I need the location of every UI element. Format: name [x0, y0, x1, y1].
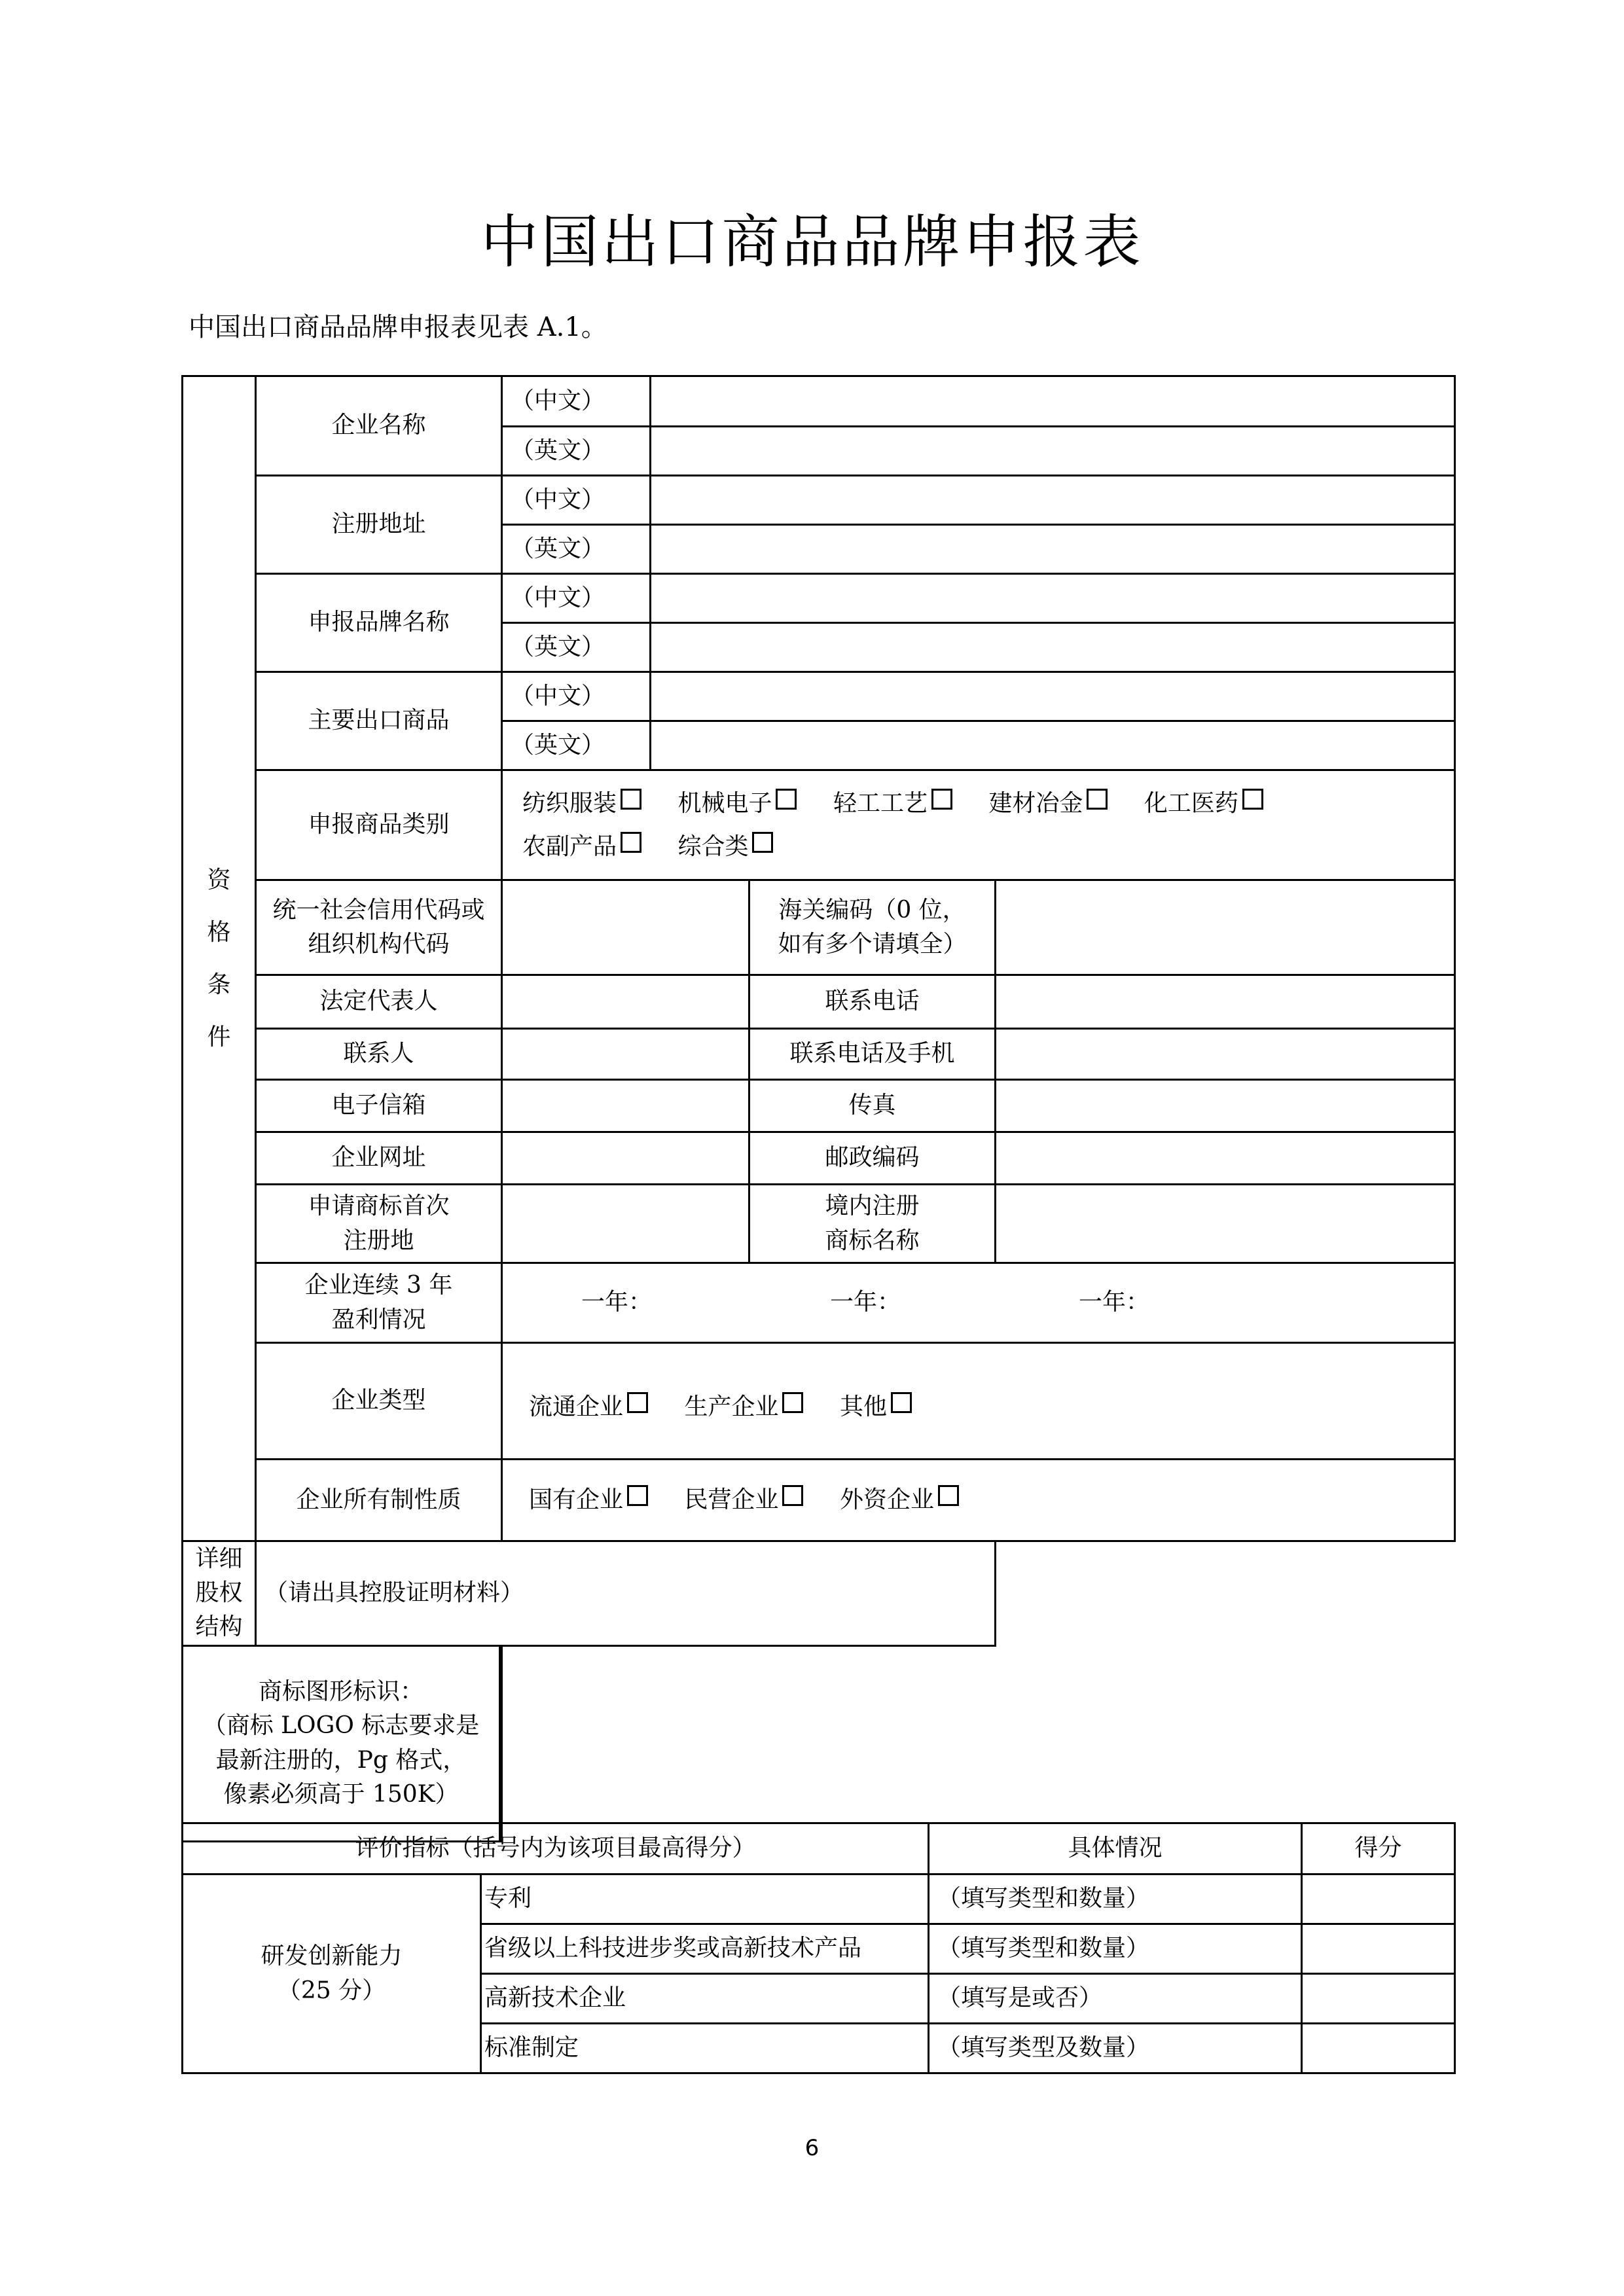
main-export-product-zh-field[interactable] [651, 672, 1455, 721]
registered-address-zh-field[interactable] [651, 476, 1455, 525]
enterprise-type-option: 生产企业 [684, 1390, 803, 1424]
legal-rep-label: 法定代表人 [256, 975, 502, 1029]
checkbox[interactable] [752, 832, 773, 853]
contact-phone-label: 联系电话及手机 [749, 1029, 996, 1080]
eval-score-field[interactable] [1302, 1974, 1455, 2024]
page-number: 6 [804, 2135, 820, 2161]
checkbox[interactable] [1242, 789, 1263, 810]
eval-score-field[interactable] [1302, 1874, 1455, 1924]
checkbox[interactable] [621, 832, 641, 853]
ownership-options [502, 1460, 1455, 1541]
eval-item: 标准制定 [481, 2024, 929, 2073]
company-name-zh-label: （中文） [502, 376, 651, 427]
enterprise-type-option: 其他 [840, 1390, 912, 1424]
website-field[interactable] [502, 1132, 749, 1185]
postcode-label: 邮政编码 [749, 1132, 996, 1185]
eval-detail[interactable]: （填写类型及数量） [929, 2024, 1302, 2073]
eval-score-field[interactable] [1302, 1924, 1455, 1974]
registered-address-en-label: （英文） [502, 525, 651, 574]
registered-address-en-field[interactable] [651, 525, 1455, 574]
product-category-options [502, 770, 1455, 880]
trademark-first-reg-label: 申请商标首次 注册地 [256, 1185, 502, 1263]
category-option: 轻工工艺 [833, 782, 952, 825]
contact-field[interactable] [502, 1029, 749, 1080]
intro-text: 中国出口商品品牌申报表见表 A.1。 [189, 312, 607, 342]
eval-category: 研发创新能力 （25 分） [183, 1874, 481, 2073]
email-field[interactable] [502, 1080, 749, 1132]
brand-name-zh-label: （中文） [502, 574, 651, 623]
eval-header-detail: 具体情况 [929, 1823, 1302, 1874]
enterprise-type-option: 流通企业 [529, 1390, 648, 1424]
profit-years[interactable] [502, 1263, 1455, 1343]
profit-year-1: 一年： [581, 1289, 653, 1316]
category-option: 机械电子 [677, 782, 797, 825]
eval-item: 省级以上科技进步奖或高新技术产品 [481, 1924, 929, 1974]
contact-phone-field[interactable] [996, 1029, 1455, 1080]
eval-score-field[interactable] [1302, 2024, 1455, 2073]
main-export-product-zh-label: （中文） [502, 672, 651, 721]
checkbox[interactable] [776, 789, 797, 810]
brand-name-en-field[interactable] [651, 623, 1455, 672]
customs-code-field[interactable] [996, 880, 1455, 975]
company-name-zh-field[interactable] [651, 376, 1455, 427]
category-option: 农副产品 [522, 825, 641, 869]
profit-year-2: 一年： [830, 1289, 901, 1316]
ownership-option: 民营企业 [684, 1483, 803, 1517]
document-title: 中国出口商品品牌申报表 [480, 208, 1144, 276]
registered-address-label: 注册地址 [256, 476, 502, 574]
postcode-field[interactable] [996, 1132, 1455, 1185]
equity-field[interactable]: （请出具控股证明材料） [256, 1541, 996, 1646]
company-name-label: 企业名称 [256, 376, 502, 476]
evaluation-table [181, 1822, 1456, 2074]
main-export-product-en-label: （英文） [502, 721, 651, 770]
equity-label: 详细股权结构 [183, 1541, 256, 1646]
domestic-trademark-label: 境内注册 商标名称 [749, 1185, 996, 1263]
contact-label: 联系人 [256, 1029, 502, 1080]
checkbox[interactable] [931, 789, 952, 810]
ownership-option: 国有企业 [529, 1483, 648, 1517]
profit-label: 企业连续 3 年 盈利情况 [256, 1263, 502, 1343]
main-export-product-en-field[interactable] [651, 721, 1455, 770]
checkbox[interactable] [621, 789, 641, 810]
phone-label: 联系电话 [749, 975, 996, 1029]
eval-item: 专利 [481, 1874, 929, 1924]
credit-code-field[interactable] [502, 880, 749, 975]
checkbox[interactable] [627, 1485, 648, 1506]
checkbox[interactable] [782, 1485, 803, 1506]
category-option: 化工医药 [1144, 782, 1263, 825]
enterprise-type-label: 企业类型 [256, 1343, 502, 1460]
domestic-trademark-field[interactable] [996, 1185, 1455, 1263]
brand-name-zh-field[interactable] [651, 574, 1455, 623]
product-category-label: 申报商品类别 [256, 770, 502, 880]
email-label: 电子信箱 [256, 1080, 502, 1132]
logo-block [183, 1645, 502, 1841]
legal-rep-field[interactable] [502, 975, 749, 1029]
qualification-side-label: 资 格 条 件 [183, 376, 256, 1541]
main-export-product-label: 主要出口商品 [256, 672, 502, 770]
brand-name-en-label: （英文） [502, 623, 651, 672]
website-label: 企业网址 [256, 1132, 502, 1185]
eval-detail[interactable]: （填写类型和数量） [929, 1874, 1302, 1924]
eval-header-score: 得分 [1302, 1823, 1455, 1874]
category-option: 纺织服装 [522, 782, 641, 825]
checkbox[interactable] [627, 1392, 648, 1413]
checkbox[interactable] [891, 1392, 912, 1413]
checkbox[interactable] [1087, 789, 1108, 810]
company-name-en-label: （英文） [502, 427, 651, 476]
category-option: 建材冶金 [988, 782, 1108, 825]
fax-label: 传真 [749, 1080, 996, 1132]
company-name-en-field[interactable] [651, 427, 1455, 476]
qualification-table [181, 375, 1456, 1842]
customs-code-label: 海关编码（0 位， 如有多个请填全） [749, 880, 996, 975]
fax-field[interactable] [996, 1080, 1455, 1132]
phone-field[interactable] [996, 975, 1455, 1029]
ownership-option: 外资企业 [840, 1483, 959, 1517]
brand-name-label: 申报品牌名称 [256, 574, 502, 672]
ownership-label: 企业所有制性质 [256, 1460, 502, 1541]
credit-code-label: 统一社会信用代码或 组织机构代码 [256, 880, 502, 975]
eval-header-indicator: 评价指标（括号内为该项目最高得分） [183, 1823, 929, 1874]
trademark-first-reg-field[interactable] [502, 1185, 749, 1263]
logo-label: 商标图形标识： （商标 LOGO 标志要求是 最新注册的，Pg 格式， 像素必须高于 150K） [183, 1647, 501, 1840]
eval-detail[interactable]: （填写是或否） [929, 1974, 1302, 2024]
registered-address-zh-label: （中文） [502, 476, 651, 525]
checkbox[interactable] [782, 1392, 803, 1413]
checkbox[interactable] [938, 1485, 959, 1506]
category-option: 综合类 [677, 825, 773, 869]
eval-item: 高新技术企业 [481, 1974, 929, 2024]
enterprise-type-options [502, 1343, 1455, 1460]
profit-year-3: 一年： [1079, 1289, 1150, 1316]
eval-detail[interactable]: （填写类型和数量） [929, 1924, 1302, 1974]
